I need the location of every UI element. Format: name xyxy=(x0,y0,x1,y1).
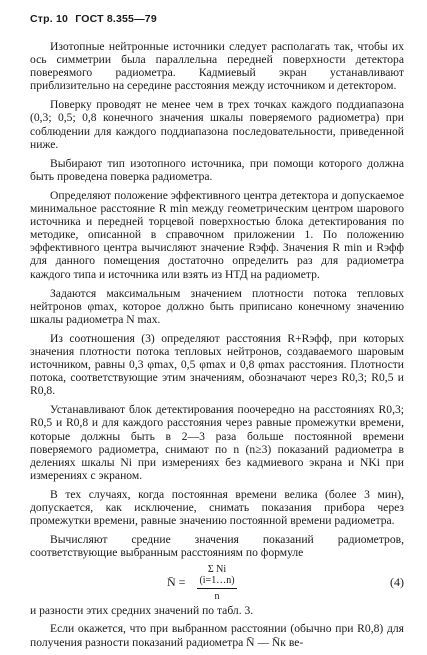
page-header xyxy=(30,13,161,25)
paragraph-6: Из соотношения (3) определяют расстояния R+Rэфф, при которых значения плотности потока тепловых нейтронов, создаваемого шаровым источником, равны 0,3 φmax, 0,5 φmax и 0,8 φmax расстояния. Плотности потока, соответствующие этим значениям, обозначают через R0,3; R0,5 и R0,8. xyxy=(30,331,404,398)
paragraph-5: Задаются максимальным значением плотности потока тепловых нейтронов φmax, которое должно быть приписано конечному значению шкалы радиометра N max. xyxy=(30,286,404,326)
paragraph-8: В тех случаях, когда постоянная времени велика (более 3 мин), допускается, как исключение, снимать показания прибора через промежутки времени, равные значению постоянной времени радиометра. xyxy=(30,487,404,528)
last-paragraph: Если окажется, что при выбранном расстоянии (обычно при R0,8) для получения разности показаний радиометра N̄ — N̄к ве- xyxy=(30,622,404,649)
paragraph-3: Выбирают тип изотопного источника, при помощи которого должна быть проведена поверка радиометра. xyxy=(30,156,404,183)
formula-fraction xyxy=(197,564,237,602)
formula-4 xyxy=(30,564,404,602)
equation-number: (4) xyxy=(390,575,404,590)
formula-numerator: Σ Ni (i=1…n) xyxy=(199,564,235,587)
paragraph-7: Устанавливают блок детектирования поочередно на расстояниях R0,3; R0,5 и R0,8 и для каждого расстояния через равные промежутки времени, которые должны быть в 2—3 раза больше постоянной времени поверяемого радиометра, снимают по n (n≥3) показаний радиометра в делениях шкалы Ni при измерениях без кадмиевого экрана и NKi при измерениях с экраном. xyxy=(30,403,404,482)
page-label: Стр. 10 xyxy=(30,13,69,25)
paragraph-1: Изотопные нейтронные источники следует располагать так, чтобы их ось симметрии была параллельна передней поверхности детектора повереямого радиометра. Кадмиевый экран устанавливают приблизительно на середине расстояния между источником и детектором. xyxy=(30,40,404,93)
paragraph-9: Вычисляют средние значения показаний радиометров, соответствующие выбранным расстояниям по формуле xyxy=(30,533,404,560)
formula-denominator: n xyxy=(214,591,220,603)
paragraph-4: Определяют положение эффективного центра детектора и допускаемое минимальное расстояние R min между геометрическим центром шарового источника и передней торцевой поверхностью блока детектирования по методике, описанной в справочном приложении 1. По положению эффективного центра вычисляют значение Rэфф. Значения R min и Rэфф для данного помещения достаточно определить раз для радиометра каждого типа и источника или взять из НТД на радиометр. xyxy=(30,188,404,281)
page-body xyxy=(30,40,404,655)
after-formula-text: и разности этих средних значений по табл. 3. xyxy=(30,604,254,618)
paragraph-2: Поверку проводят не менее чем в трех точках каждого поддиапазона (0,3; 0,5; 0,8 конечного значения шкалы поверяемого радиометра) при соблюдении для каждого поддиапазона последовательности, приведенной ниже. xyxy=(30,98,404,151)
formula-lhs: N̄ = xyxy=(167,575,186,590)
standard-code: ГОСТ 8.355—79 xyxy=(75,13,157,25)
fraction-bar xyxy=(197,588,237,589)
